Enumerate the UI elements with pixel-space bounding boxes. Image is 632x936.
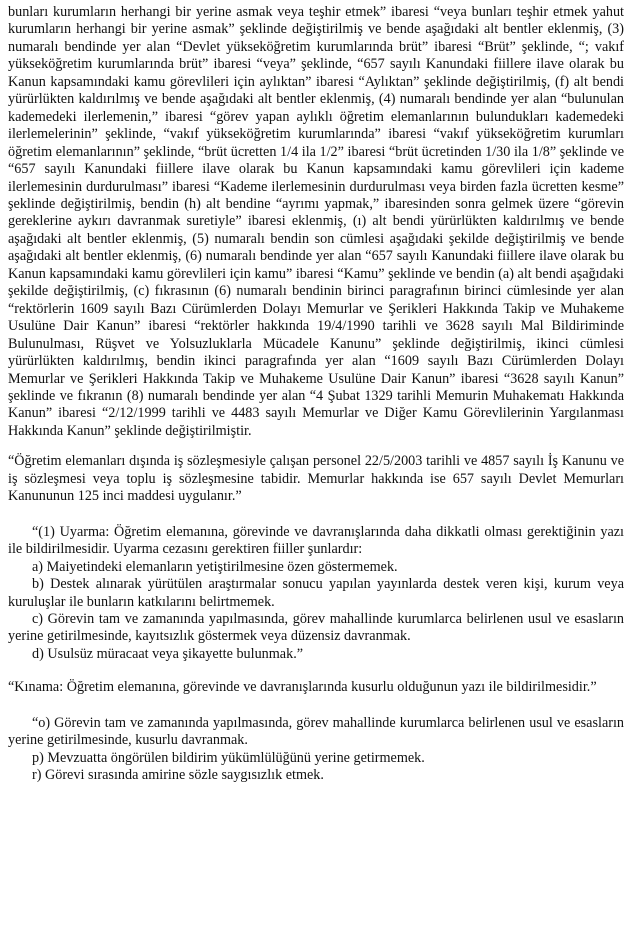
reprimand-definition: “Kınama: Öğretim elemanına, görevinde ve davranışlarında kusurlu olduğunun yazı ile bildirilmesidir.” [8,679,597,696]
document-page [8,4,624,785]
employment-paragraph: “Öğretim elemanları dışında iş sözleşmesiyle çalışan personel 22/5/2003 tarihli ve 4857 sayılı İş Kanunu ve iş sözleşmesi veya toplu iş sözleşmesine tabidir. Memurlar hakkında ise 657 sayılı Devlet Memurları Kanununun 125 inci maddesi uygulanır.” [8,453,624,505]
reprimand-item-r: r) Görevi sırasında amirine sözle saygısızlık etmek. [32,767,324,784]
warning-item-c: c) Görevin tam ve zamanında yapılmasında, görev mahallinde kurumlarca belirlenen usul ve esasların yerine getirilmesinde, kayıtsızlık göstermek veya düzensiz davranmak. [8,610,624,645]
warning-section [8,524,624,664]
warning-definition: “(1) Uyarma: Öğretim elemanına, görevinde ve davranışlarında daha dikkatli olması gerektiğinin yazı ile bildirilmesidir. Uyarma cezasını gerektiren fiiller şunlardır: [8,523,624,558]
amendment-paragraph: bunları kurumların herhangi bir yerine asmak veya teşhir etmek” ibaresi “veya bunları teşhir etmek yahut kurumların herhangi bir yerine asmak” şeklinde değiştirilmiş ve bende aşağıdaki alt bentler eklenmiş, (3) numaralı bendinde yer alan “Devlet yükseköğretim kurumlarında brüt” ibaresi “Brüt” şeklinde, “; vakıf yükseköğretim kurumlarında brüt” ibaresi “veya” şeklinde, “657 sayılı Kanundaki fiillere ilave olarak bu Kanun kapsamındaki kamu görevlileri için aylıktan” ibaresi “Aylıktan” şeklinde değiştirilmiş, (f) alt bendi yürürlükten kaldırılmış ve bende aşağıdaki alt bentler eklenmiş, (4) numaralı bendinde yer alan “bulunulan kademedeki ilerlemenin,” ibaresi “görev yapan aylıklı öğretim elemanlarının bulundukları kademedeki ilerlemelerinin” şeklinde, “vakıf yükseköğretim kurumlarında” ibaresi “vakıf yükseköğretim kurumları öğretim elemanlarının” şeklinde, “brüt ücretten 1/4 ila 1/2” ibaresi “brüt ücretinden 1/30 ila 1/8” şeklinde ve “657 sayılı Kanundaki fiillere ilave olarak bu Kanun kapsamındaki kamu görevlileri için kademe ilerlemesinin durdurulması” ibaresi “Kademe ilerlemesinin durdurulması veya birden fazla ücretten kesme” şeklinde değiştirilmiş, bendin (h) alt bendine “ayrımı yapmak,” ibaresinden sonra gelmek üzere “görevin gereklerine aykırı davranmak suretiyle” ibaresi eklenmiş, (ı) alt bendi yürürlükten kaldırılmış ve bende aşağıdaki alt bentler eklenmiş, (5) numaralı bendin son cümlesi aşağıdaki şekilde değiştirilmiş ve bende aşağıdaki alt bentler eklenmiş, (6) numaralı bendinde yer alan “657 sayılı Kanundaki fiillere ilave olarak bu Kanun kapsamındaki kamu görevlileri için kamu” ibaresi “Kamu” şeklinde ve bendin (a) alt bendi aşağıdaki şekilde değiştirilmiş, (c) fıkrasının (6) numaralı bendinin birinci paragrafının birinci cümlesinde yer alan “rektörlerin 1609 sayılı Bazı Cürümlerden Dolayı Memurlar ve Şerikleri Hakkında Takip ve Muhakeme Usulüne Dair Kanun” ibaresi “rektörler hakkında 19/4/1990 tarihli ve 3628 sayılı Mal Bildiriminde Bulunulması, Rüşvet ve Yolsuzluklarla Mücadele Kanunu” şeklinde değiştirilmiş, ikinci cümlesi yürürlükten kaldırılmış, bendin ikinci paragrafında yer alan “1609 sayılı Bazı Cürümlerden Dolayı Memurlar ve Şerikleri Hakkında Takip ve Muhakeme Usulüne Dair Kanun” ibaresi “3628 sayılı Kanun” şeklinde ve fıkranın (8) numaralı bendinde yer alan “4 Şubat 1329 tarihli Memurin Muhakematı Hakkında Kanun” ibaresi “2/12/1999 tarihli ve 4483 sayılı Memurlar ve Diğer Kamu Görevlilerinin Yargılanması Hakkında Kanun” şeklinde değiştirilmiştir. [8,4,624,439]
reprimand-items [8,715,624,785]
reprimand-item-p: p) Mevzuatta öngörülen bildirim yükümlülüğünü yerine getirmemek. [32,749,425,766]
reprimand-item-o: “o) Görevin tam ve zamanında yapılmasında, görev mahallinde kurumlarca belirlenen usul ve esasların yerine getirilmesinde, kusurlu davranmak. [8,714,624,749]
warning-item-b: b) Destek alınarak yürütülen araştırmalar sonucu yapılan yayınlarda destek veren kişi, kurum veya kuruluşlar ile bunların katkılarını belirtmemek. [8,576,624,610]
warning-item-a: a) Maiyetindeki elemanların yetiştirilmesine özen göstermemek. [32,558,398,575]
warning-item-d: d) Usulsüz müracaat veya şikayette bulunmak.” [32,645,304,662]
